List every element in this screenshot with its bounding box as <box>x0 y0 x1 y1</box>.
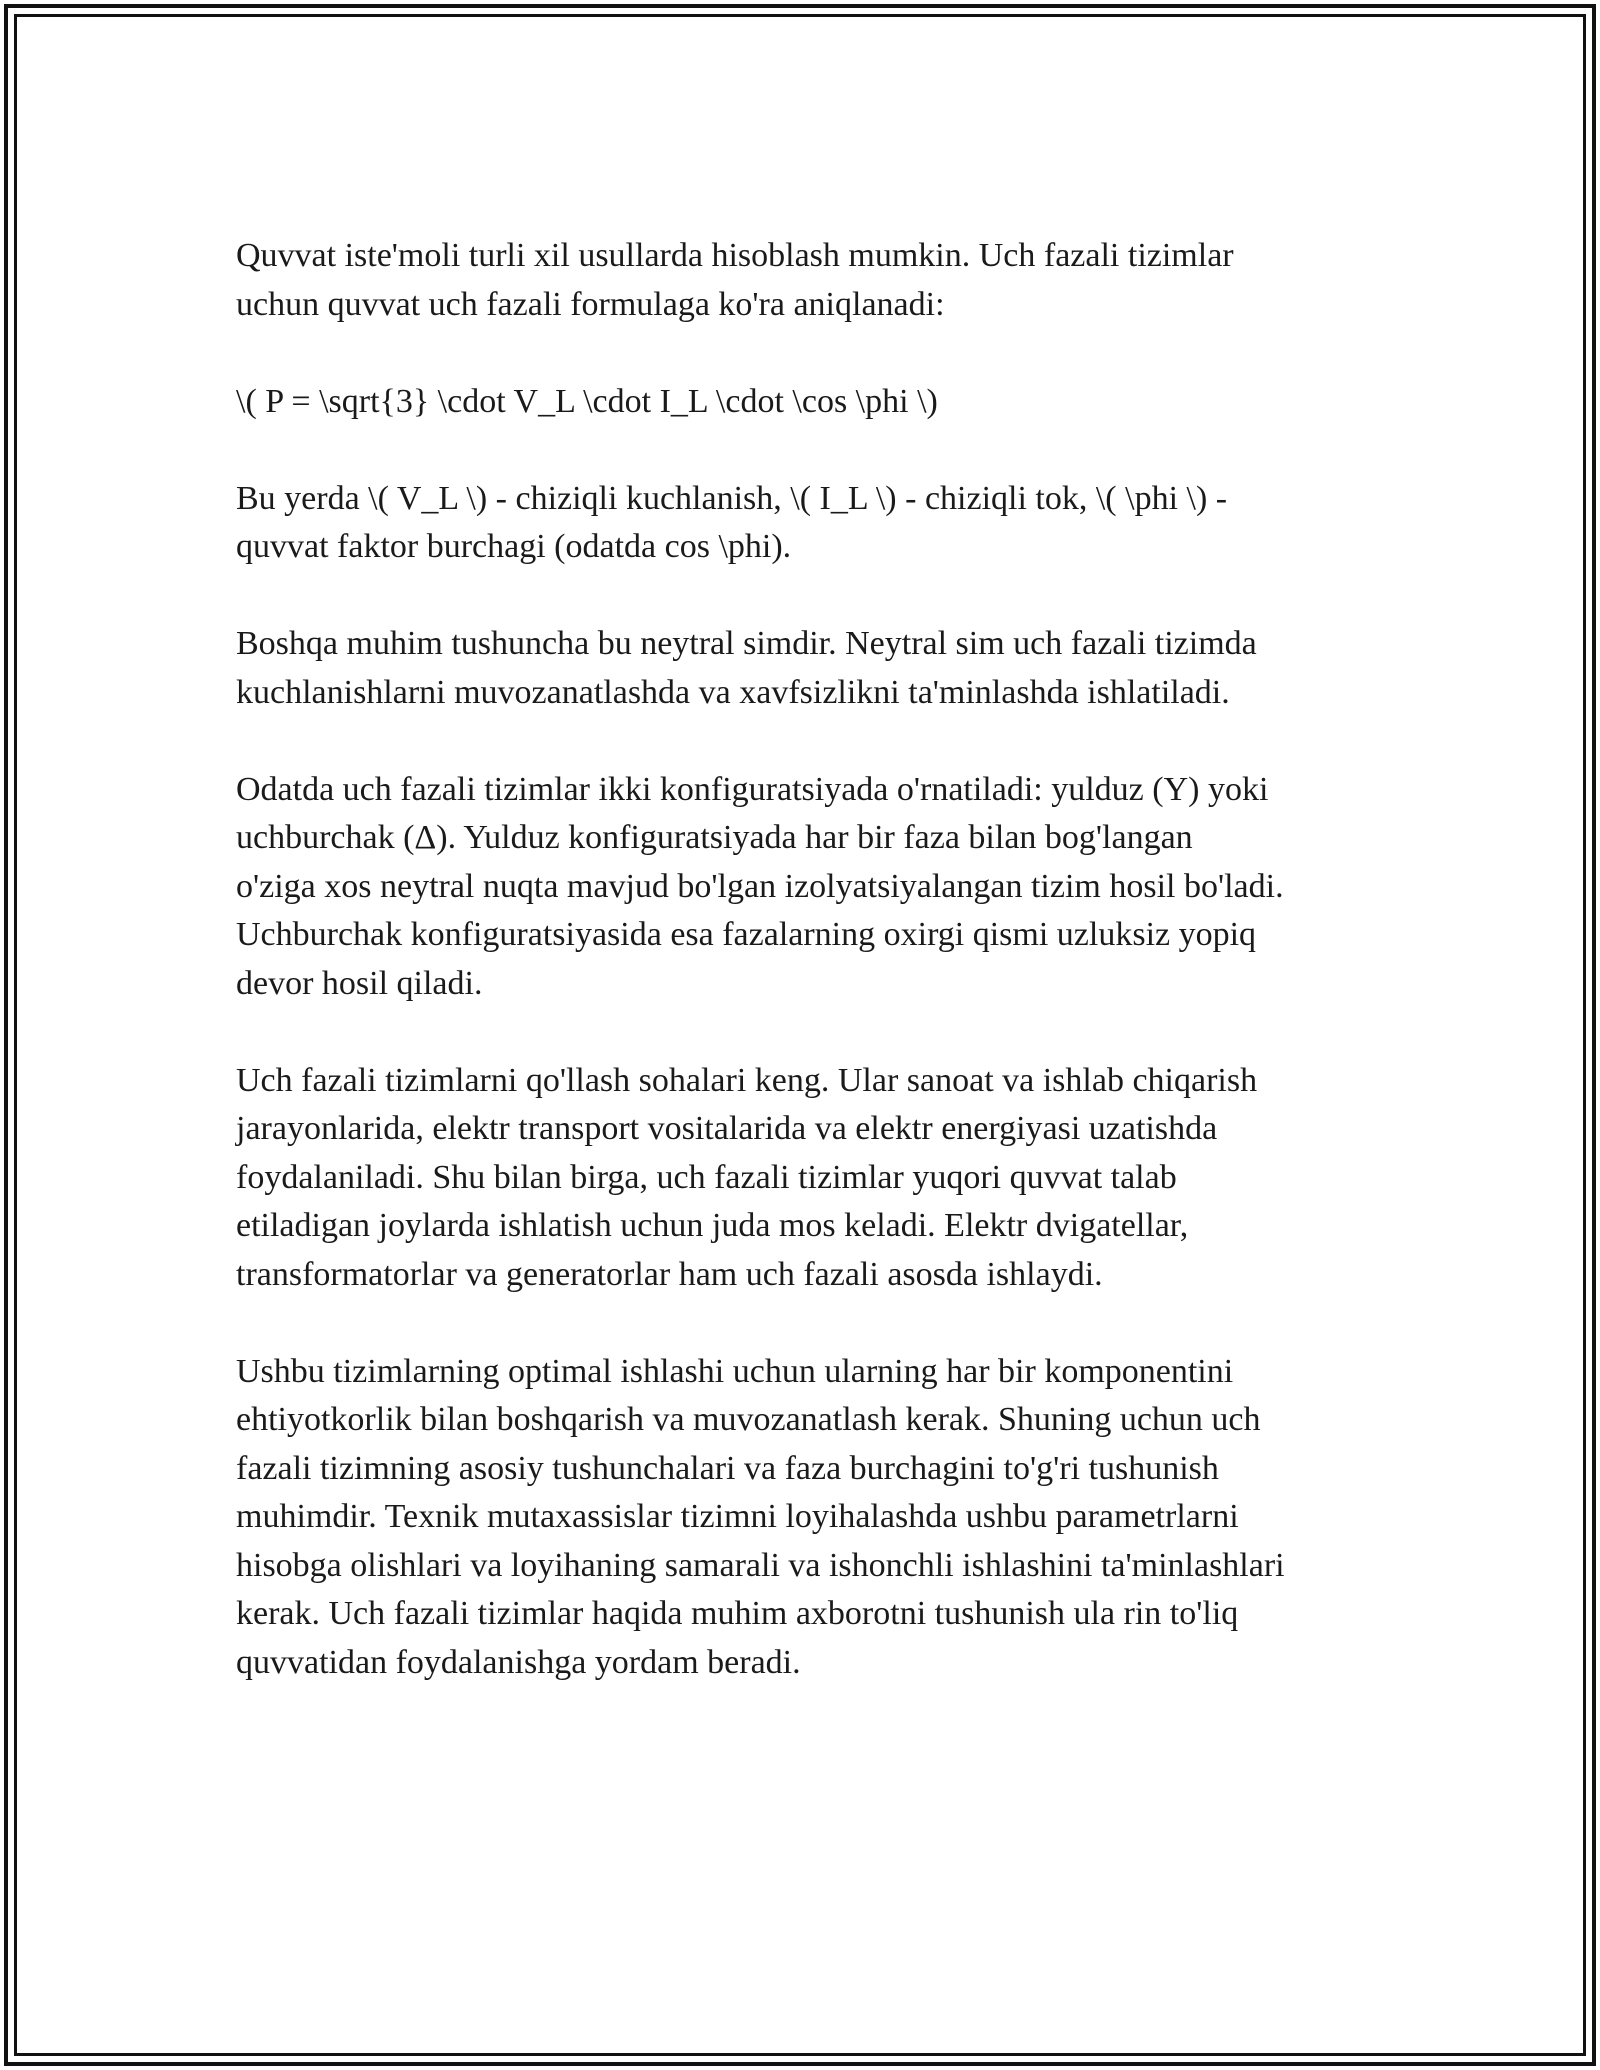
paragraph-neutral-wire <box>236 620 1386 717</box>
text-line: transformatorlar va generatorlar ham uch fazali asosda ishlaydi. <box>236 1255 1103 1293</box>
text-line: uchburchak (Δ). Yulduz konfiguratsiyada har bir faza bilan bog'langan <box>236 819 1193 856</box>
text-line: devor hosil qiladi. <box>236 964 483 1002</box>
text-line: kuchlanishlarni muvozanatlashda va xavfsizlikni ta'minlashda ishlatiladi. <box>236 673 1230 711</box>
text-line: kerak. Uch fazali tizimlar haqida muhim axborotni tushunish ula rin to'liq <box>236 1595 1239 1632</box>
document-body <box>236 232 1386 1736</box>
text-line: foydalaniladi. Shu bilan birga, uch fazali tizimlar yuqori quvvat talab <box>236 1158 1177 1196</box>
text-line: jarayonlarida, elektr transport vositalarida va elektr energiyasi uzatishda <box>236 1110 1218 1147</box>
paragraph-formula <box>236 378 1386 427</box>
text-line: uchun quvvat uch fazali formulaga ko'ra aniqlanadi: <box>236 285 945 323</box>
text-line: quvvatidan foydalanishga yordam beradi. <box>236 1643 801 1681</box>
text-line: Odatda uch fazali tizimlar ikki konfiguratsiyada o'rnatiladi: yulduz (Y) yoki <box>236 770 1269 808</box>
paragraph-formula-explanation <box>236 475 1386 572</box>
text-line: Quvvat iste'moli turli xil usullarda hisoblash mumkin. Uch fazali tizimlar <box>236 237 1234 274</box>
text-line: fazali tizimning asosiy tushunchalari va faza burchagini to'g'ri tushunish <box>236 1449 1219 1487</box>
paragraph-configurations <box>236 766 1386 1009</box>
text-line: etiladigan joylarda ishlatish uchun juda mos keladi. Elektr dvigatellar, <box>236 1207 1189 1244</box>
text-line: Uchburchak konfiguratsiyasida esa fazalarning oxirgi qismi uzluksiz yopiq <box>236 916 1257 953</box>
formula-line: \( P = \sqrt{3} \cdot V_L \cdot I_L \cdot \cos \phi \) <box>236 382 938 420</box>
text-line: quvvat faktor burchagi (odatda cos \phi). <box>236 528 792 565</box>
paragraph-power-intro <box>236 232 1386 329</box>
text-line: muhimdir. Texnik mutaxassislar tizimni loyihalashda ushbu parametrlarni <box>236 1498 1239 1535</box>
text-line: Boshqa muhim tushuncha bu neytral simdir. Neytral sim uch fazali tizimda <box>236 625 1257 662</box>
text-line: o'ziga xos neytral nuqta mavjud bo'lgan izolyatsiyalangan tizim hosil bo'ladi. <box>236 867 1284 905</box>
text-line: hisobga olishlari va loyihaning samarali va ishonchli ishlashini ta'minlashlari <box>236 1546 1285 1584</box>
paragraph-applications <box>236 1057 1386 1300</box>
text-line: Bu yerda \( V_L \) - chiziqli kuchlanish, \( I_L \) - chiziqli tok, \( \phi \) - <box>236 479 1228 517</box>
text-line: ehtiyotkorlik bilan boshqarish va muvozanatlash kerak. Shuning uchun uch <box>236 1401 1261 1438</box>
text-line: Uch fazali tizimlarni qo'llash sohalari keng. Ular sanoat va ishlab chiqarish <box>236 1061 1258 1099</box>
text-line: Ushbu tizimlarning optimal ishlashi uchun ularning har bir komponentini <box>236 1352 1234 1390</box>
paragraph-conclusion <box>236 1348 1386 1688</box>
